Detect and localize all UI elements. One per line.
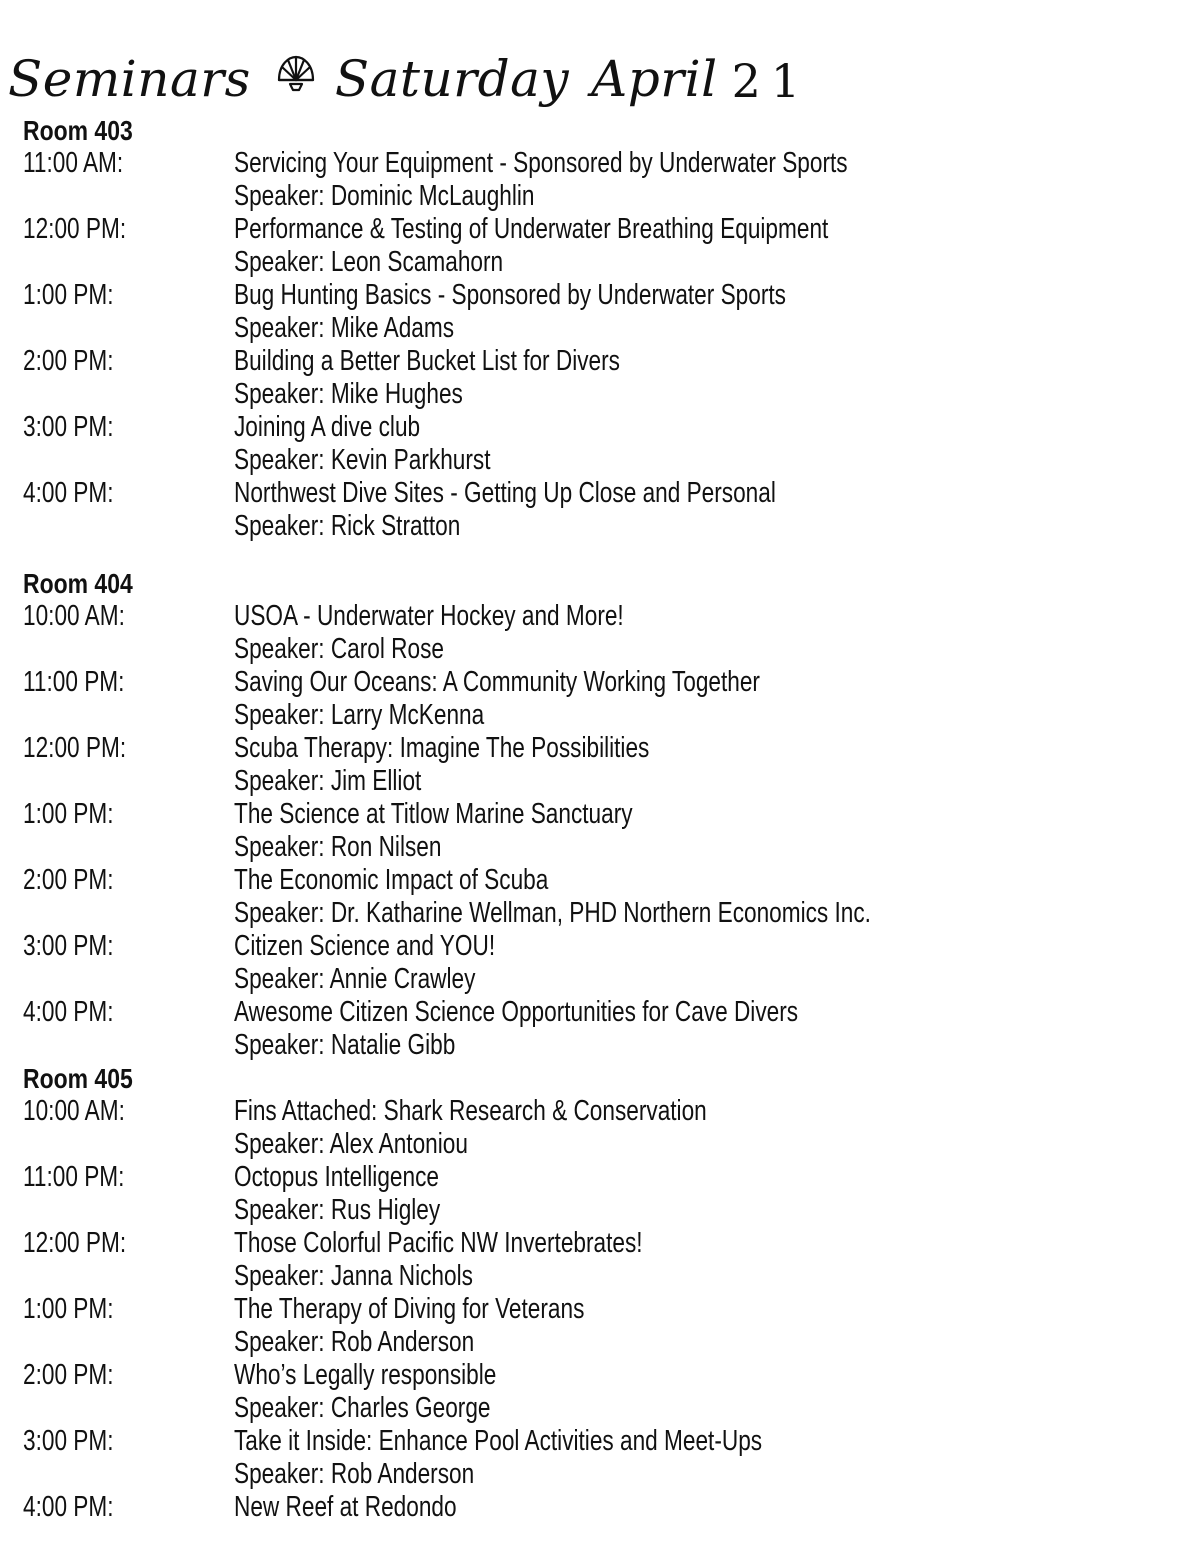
session-row — [23, 411, 1193, 444]
session-speaker: Speaker: Mike Adams — [234, 312, 455, 344]
session-time: 10:00 AM: — [23, 600, 125, 632]
session-speaker: Speaker: Dr. Katharine Wellman, PHD Northern Economics Inc. — [234, 897, 871, 929]
session-title: The Therapy of Diving for Veterans — [234, 1293, 585, 1325]
session-title: Bug Hunting Basics - Sponsored by Underwater Sports — [234, 279, 786, 311]
session-title: Scuba Therapy: Imagine The Possibilities — [234, 732, 650, 764]
session-title: Servicing Your Equipment - Sponsored by Underwater Sports — [234, 147, 848, 179]
session-speaker: Speaker: Dominic McLaughlin — [234, 180, 535, 212]
speaker-row — [23, 1128, 1193, 1161]
session-row — [23, 1095, 1193, 1128]
session-title: Awesome Citizen Science Opportunities for Cave Divers — [234, 996, 799, 1028]
title-saturday: Saturday — [334, 50, 570, 108]
session-speaker: Speaker: Charles George — [234, 1392, 491, 1424]
speaker-row — [23, 312, 1193, 345]
session-row — [23, 930, 1193, 963]
session-speaker: Speaker: Mike Hughes — [234, 378, 463, 410]
session-title: Saving Our Oceans: A Community Working Together — [234, 666, 760, 698]
session-time: 1:00 PM: — [23, 279, 114, 311]
session-row — [23, 732, 1193, 765]
speaker-row — [23, 831, 1193, 864]
session-speaker: Speaker: Rick Stratton — [234, 510, 461, 542]
session-time: 1:00 PM: — [23, 1293, 114, 1325]
session-title: Those Colorful Pacific NW Invertebrates! — [234, 1227, 643, 1259]
session-title: The Science at Titlow Marine Sanctuary — [234, 798, 633, 830]
session-speaker: Speaker: Larry McKenna — [234, 699, 485, 731]
seashell-icon — [275, 54, 317, 98]
seminar-schedule — [23, 114, 1193, 1524]
session-title: The Economic Impact of Scuba — [234, 864, 549, 896]
session-title: Citizen Science and YOU! — [234, 930, 496, 962]
room-heading: Room 405 — [23, 1063, 133, 1094]
session-title: Take it Inside: Enhance Pool Activities and Meet-Ups — [234, 1425, 763, 1457]
session-time: 10:00 AM: — [23, 1095, 125, 1127]
session-time: 3:00 PM: — [23, 411, 114, 443]
speaker-row — [23, 444, 1193, 477]
session-speaker: Speaker: Carol Rose — [234, 633, 444, 665]
speaker-row — [23, 1194, 1193, 1227]
speaker-row — [23, 633, 1193, 666]
session-row — [23, 147, 1193, 180]
speaker-row — [23, 246, 1193, 279]
session-speaker: Speaker: Jim Elliot — [234, 765, 422, 797]
speaker-row — [23, 1326, 1193, 1359]
title-seminars: Seminars — [8, 50, 251, 108]
session-time: 4:00 PM: — [23, 996, 114, 1028]
speaker-row — [23, 510, 1193, 543]
session-title: USOA - Underwater Hockey and More! — [234, 600, 624, 632]
session-row — [23, 1491, 1193, 1524]
session-speaker: Speaker: Rus Higley — [234, 1194, 441, 1226]
session-time: 11:00 PM: — [23, 1161, 125, 1193]
room-section — [23, 114, 1193, 543]
speaker-row — [23, 1260, 1193, 1293]
session-row — [23, 1227, 1193, 1260]
title-april: April — [591, 50, 718, 108]
session-row — [23, 798, 1193, 831]
session-time: 11:00 AM: — [23, 147, 124, 179]
session-time: 11:00 PM: — [23, 666, 125, 698]
room-section — [23, 1062, 1193, 1524]
session-time: 2:00 PM: — [23, 1359, 114, 1391]
session-row — [23, 279, 1193, 312]
session-row — [23, 864, 1193, 897]
speaker-row — [23, 1458, 1193, 1491]
session-row — [23, 1425, 1193, 1458]
session-speaker: Speaker: Kevin Parkhurst — [234, 444, 491, 476]
session-row — [23, 1359, 1193, 1392]
session-row — [23, 345, 1193, 378]
session-speaker: Speaker: Janna Nichols — [234, 1260, 473, 1292]
session-speaker: Speaker: Leon Scamahorn — [234, 246, 504, 278]
session-title: Fins Attached: Shark Research & Conservation — [234, 1095, 707, 1127]
session-title: Performance & Testing of Underwater Breathing Equipment — [234, 213, 829, 245]
speaker-row — [23, 765, 1193, 798]
session-time: 3:00 PM: — [23, 930, 114, 962]
session-time: 4:00 PM: — [23, 477, 114, 509]
session-title: Joining A dive club — [234, 411, 421, 443]
session-speaker: Speaker: Natalie Gibb — [234, 1029, 456, 1061]
session-row — [23, 1161, 1193, 1194]
session-time: 3:00 PM: — [23, 1425, 114, 1457]
session-time: 4:00 PM: — [23, 1491, 114, 1523]
speaker-row — [23, 1029, 1193, 1062]
session-row — [23, 996, 1193, 1029]
speaker-row — [23, 897, 1193, 930]
session-title: Who’s Legally responsible — [234, 1359, 497, 1391]
session-row — [23, 666, 1193, 699]
session-speaker: Speaker: Rob Anderson — [234, 1458, 475, 1490]
speaker-row — [23, 378, 1193, 411]
speaker-row — [23, 180, 1193, 213]
session-title: Building a Better Bucket List for Divers — [234, 345, 620, 377]
session-row — [23, 477, 1193, 510]
session-time: 2:00 PM: — [23, 345, 114, 377]
title-day: 21 — [731, 54, 811, 108]
session-time: 12:00 PM: — [23, 1227, 127, 1259]
session-row — [23, 213, 1193, 246]
session-speaker: Speaker: Rob Anderson — [234, 1326, 475, 1358]
session-speaker: Speaker: Alex Antoniou — [234, 1128, 468, 1160]
session-speaker: Speaker: Annie Crawley — [234, 963, 476, 995]
page-header — [8, 14, 811, 108]
room-heading: Room 404 — [23, 568, 133, 599]
session-title: New Reef at Redondo — [234, 1491, 457, 1523]
session-time: 1:00 PM: — [23, 798, 114, 830]
session-row — [23, 1293, 1193, 1326]
session-time: 12:00 PM: — [23, 732, 127, 764]
speaker-row — [23, 699, 1193, 732]
room-heading: Room 403 — [23, 115, 133, 146]
room-section — [23, 567, 1193, 1062]
session-time: 2:00 PM: — [23, 864, 114, 896]
speaker-row — [23, 1392, 1193, 1425]
session-row — [23, 600, 1193, 633]
session-title: Octopus Intelligence — [234, 1161, 439, 1193]
session-time: 12:00 PM: — [23, 213, 127, 245]
session-speaker: Speaker: Ron Nilsen — [234, 831, 442, 863]
speaker-row — [23, 963, 1193, 996]
session-title: Northwest Dive Sites - Getting Up Close and Personal — [234, 477, 776, 509]
